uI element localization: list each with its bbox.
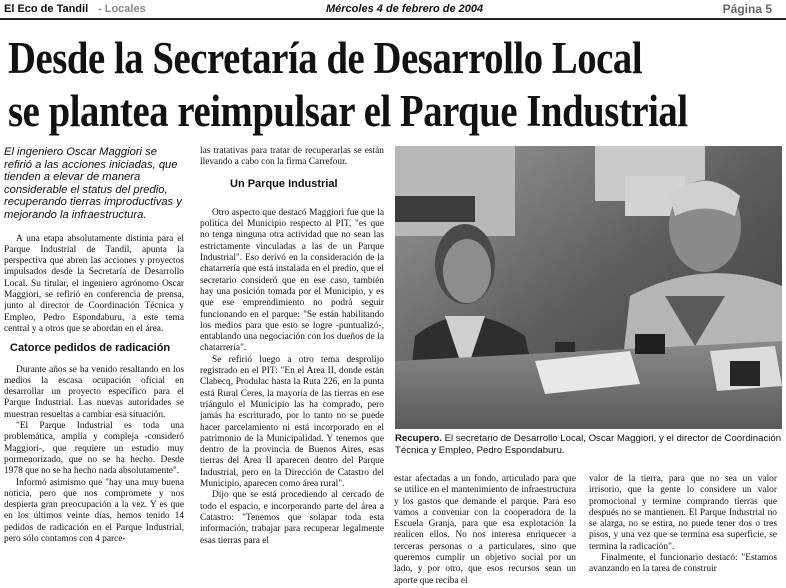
caption-text: El secretario de Desarrollo Local, Oscar Maggiori, y el director de Coordinación Técnica y Empleo, Pedro Espondaburu. (395, 433, 782, 456)
article-column-4 (589, 474, 777, 588)
headline-line-1: Desde la Secretaría de Desarrollo Local (8, 33, 643, 83)
paragraph: Se refirió luego a otro tema desprolijo registrado en el PIT: "En el Area II, donde están Clabecq, Produlac hasta la Ruta 226, en la punta está Rural Ceres, la mayoría de las tierras en ese triángulo el Municipio las ha comprado, pero jamás ha escriturado, por lo tanto no se puede hacer parcelamiento ni está incorporado en el patrimonio de la Municipalidad. Y tenemos que dentro de la provincia de Buenos Aires, esas tierras del Area II aparecen dentro del Parque Industrial, pero en la Dirección de Catastro del Municipio, aparecen como área rural". (200, 354, 384, 490)
section-name: - Locales (98, 3, 146, 15)
paragraph: Dijo que se está procediendo al cercado de todo el espacio, e incorporando parte del área a Catastro: "Tenemos que solapar toda esta información, trabajar para recuperar legalmente esas tierras para el (200, 490, 384, 546)
publication-name: El Eco de Tandil (4, 3, 89, 15)
article-lead: El ingeniero Oscar Maggiori se refirió a las acciones iniciadas, que tienden a elevar de manera considerable el status del predio, recuperando tierras improductivas y mejorando la infraestructura. (4, 146, 182, 221)
issue-date: Mércoles 4 de febrero de 2004 (326, 3, 484, 15)
paragraph: Durante años se ha venido resaltando en los medios la escasa ocupación oficial en desarrollar un proyecto específico para el Parque Industrial. Las nuevas autoridades se muestran resueltas a cambiar esa situación. (4, 364, 184, 420)
paragraph: Otro aspecto que destacó Maggiori fue que la política del Municipio respecto al PIT, "es que no tenga ninguna otra actividad que no sean las estrictamente vinculadas a las de un Parque Industrial". Eso derivó en la consideración de la chatarrería que está instalada en el predio, que el secretario consideró que en ese caso, también hay una posición tomada por el Municipio, y es que ese emprendimiento no podrá seguir funcionando en el parque: "Se están habilitando los medios para que esto se logre -puntualizó-, entablando una negociación con los dueños de la chatarrería". (200, 207, 384, 354)
paragraph: A una etapa absolutamente distinta para el Parque Industrial de Tandil, apunta la perspectiva que abren las acciones y proyectos impulsados desde la Secretaría de Desarrollo Local. Su titular, el ingeniero agrónomo Oscar Maggiori, se refirió en conferencia de prensa, junto al director de Coordinación Técnica y Empleo, Pedro Espondaburu, a este tema central y a otros que se abordan en el área. (4, 233, 184, 334)
paragraph: estar afectadas a un fondo, articulado para que se utilice en el mantenimiento de infraestructura y los gastos que demande el parque. Para eso vamos a conveniar con la cooperadora de la Escuela Granja, para que esa explotación la realicen ellos. No nos interesa enriquecer a terceras personas o a particulares, sino que queremos cumplir un objetivo social por un lado, y por otro, que esos recursos sean un aporte que reciba el (394, 474, 576, 586)
article-column-2 (200, 146, 384, 588)
subheading: Un Parque Industrial (230, 177, 338, 190)
news-photo (395, 146, 782, 429)
photo-image (395, 146, 782, 429)
paragraph: Finalmente, el funcionario destacó: "Estamos avanzando en la tarea de construir (589, 553, 777, 575)
paragraph: las tratativas para tratar de recuperarlas se están llevando a cabo con la firma Carrefour. (200, 146, 384, 168)
headline-line-2: se plantea reimpulsar el Parque Industrial (8, 86, 688, 136)
subheading: Catorce pedidos de radicación (10, 342, 171, 355)
article-column-1 (4, 146, 184, 588)
paragraph: "El Parque Industrial es toda una problemática, amplia y compleja -consideró Maggiori-, que requiere un estudio muy pormenorizado, que no se ha hecho. Desde 1978 que no se ha hecho nada absolutamente". (4, 421, 184, 477)
photo-caption (395, 433, 782, 456)
page-number: Página 5 (722, 2, 772, 16)
caption-label: Recupero. (395, 433, 442, 444)
page-header (4, 2, 782, 18)
paragraph: valor de la tierra, para que no sea un valor irrisorio, que la gente lo considere un valor promocional y termine comprando tierras que después no se mantienen. El Parque Industrial no se alarga, no se estira, no puede tener dos o tres pisos, y una vez que se termina esa superficie, se termina la radicación". (589, 474, 777, 552)
header-rule (0, 18, 786, 20)
article-column-3 (394, 474, 576, 588)
paragraph: Informó asimismo que "hay una muy buena noticia, pero que nos compromete y nos despierta gran preocupación a la vez. Y es que en los últimos veinte días, hemos tenido 14 pedidos de radicación en el Parque Industrial, pero sólo contamos con 4 parce- (4, 477, 184, 544)
